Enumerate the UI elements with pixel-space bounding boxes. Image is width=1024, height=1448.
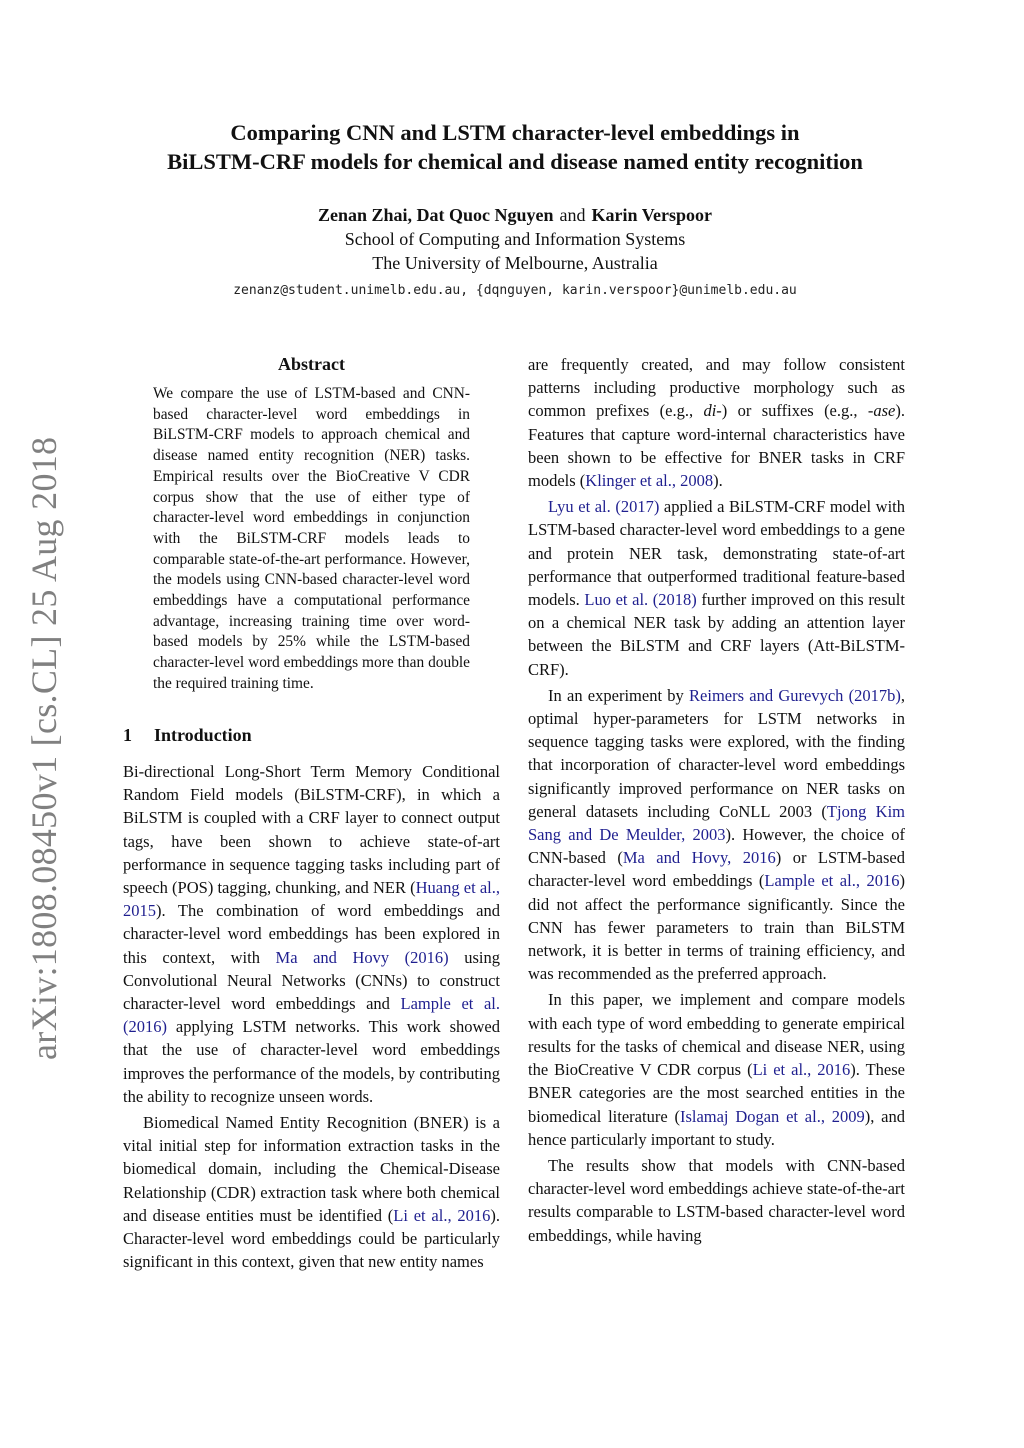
department: School of Computing and Information Systems [344, 229, 686, 249]
intro-paragraph-2 [123, 1111, 500, 1273]
citation-link[interactable]: Li et al., 2016 [752, 1060, 851, 1080]
citation-link[interactable]: Tjong Kim Sang and De Meulder, 2003 [528, 801, 905, 845]
intro-paragraph-4 [528, 684, 905, 986]
text-run: ). These BNER categories are the most searched entities in the biomedical literature ( [528, 1060, 905, 1126]
section-number: 1 [123, 725, 132, 745]
author-names [100, 203, 930, 227]
text-run: ) or suffixes (e.g., [721, 401, 868, 421]
university: The University of Melbourne, Australia [372, 253, 658, 273]
author-names-first: Zenan Zhai, Dat Quoc Nguyen [317, 205, 554, 225]
title-line-1: Comparing CNN and LSTM character-level embeddings in [230, 120, 800, 145]
text-run: In an experiment by [548, 685, 690, 705]
citation-link[interactable]: Ma and Hovy, 2016 [622, 848, 776, 868]
citation-link[interactable]: Luo et al. (2018) [584, 590, 697, 610]
text-run: Bi-directional Long-Short Term Memory Conditional Random Field models (BiLSTM-CRF), in which a BiLSTM is coupled with a CRF layer to connect output tags, have been shown to achieve state-of-art performance in sequence tagging tasks including part of speech (POS) tagging, chunking, and NER ( [123, 762, 500, 898]
right-column-body [528, 353, 905, 1250]
text-run: ). Features that capture word-internal characteristics have been shown to be effective for BNER tasks in CRF models ( [528, 401, 906, 491]
citation-link[interactable]: Reimers and Gurevych (2017b) [689, 685, 901, 705]
text-run: using Convolutional Neural Networks (CNNs) to construct character-level word embeddings and [123, 947, 500, 1014]
text-run: further improved on this result on a chemical NER task by adding an attention layer between the BiLSTM and CRF layers (Att-BiLSTM-CRF). [528, 590, 905, 679]
intro-paragraph-3 [528, 495, 905, 681]
text-run: Biomedical Named Entity Recognition (BNER) is a vital initial step for information extraction tasks in the biomedical domain, including the Chemical-Disease Relationship (CDR) extraction task where both chemical and disease entities must be identified ( [123, 1113, 500, 1225]
left-column-body [123, 760, 500, 1276]
text-run: ) or LSTM-based character-level word embeddings ( [528, 848, 905, 891]
citation-link[interactable]: Ma and Hovy (2016) [275, 947, 449, 967]
author-conjunction: and [559, 205, 586, 225]
citation-link[interactable]: Lyu et al. (2017) [548, 497, 660, 517]
intro-paragraph-6 [528, 1154, 905, 1247]
citation-link[interactable]: Klinger et al., 2008 [585, 471, 714, 491]
example-prefix: di- [703, 401, 722, 421]
citation-link[interactable]: Lample et al., 2016 [764, 871, 900, 891]
abstract-text: We compare the use of LSTM-based and CNN-based character-level word embeddings in BiLSTM-CRF models to approach chemical and disease named entity recognition (NER) tasks. Empirical results over the BioCreative V CDR corpus show that the use of either type of character-level word embeddings in conjunction with the BiLSTM-CRF models leads to comparable state-of-the-art performance. However, the models using CNN-based character-level word embeddings have a computational performance advantage, increasing training time over word-based models by 25% while the LSTM-based character-level word embeddings more than double the required training time. [153, 385, 470, 692]
text-run: The results show that models with CNN-based character-level word embeddings achieve state-of-the-art results comparable to LSTM-based character-level word embeddings, while having [528, 1155, 905, 1245]
citation-link[interactable]: Islamaj Dogan et al., 2009 [679, 1106, 865, 1126]
section-title: Introduction [154, 725, 252, 745]
abstract-heading: Abstract [278, 354, 345, 374]
section-heading [123, 723, 252, 747]
author-emails: zenanz@student.unimelb.edu.au, {dqnguyen, karin.verspoor}@unimelb.edu.au [233, 283, 797, 298]
citation-link[interactable]: Lample et al. (2016) [123, 994, 500, 1037]
intro-paragraph-1 [123, 760, 500, 1108]
text-run: , optimal hyper-parameters for LSTM networks in sequence tagging tasks were explored, with the finding that incorporation of character-level word embeddings significantly improved performance on NER tasks on general datasets including CoNLL 2003 ( [528, 685, 905, 821]
text-run: ). The combination of word embeddings and character-level word embeddings has been explored in this context, with [123, 901, 500, 967]
arxiv-identifier: arXiv:1808.08450v1 [cs.CL] 25 Aug 2018 [24, 436, 64, 1060]
citation-link[interactable]: Li et al., 2016 [393, 1205, 491, 1225]
paper-title [100, 118, 930, 176]
citation-link[interactable]: Huang et al., 2015 [123, 878, 500, 921]
text-run: ). [713, 471, 723, 491]
text-run: ) did not affect the performance significantly. Since the CNN has fewer parameters to train than BiLSTM network, it is better in terms of training efficiency, and was recommended as the preferred approach. [528, 871, 905, 984]
intro-paragraph-2-cont [528, 353, 905, 492]
text-run: ). Character-level word embeddings could be particularly significant in this context, given that new entity names [123, 1205, 500, 1272]
text-run: applying LSTM networks. This work showed that the use of character-level word embeddings improves the performance of the models, by contributing the ability to recognize unseen words. [123, 1017, 500, 1106]
text-run: ). However, the choice of CNN-based ( [528, 825, 905, 868]
text-run: are frequently created, and may follow consistent patterns including productive morphology such as common prefixes (e.g., [528, 355, 905, 421]
text-run: applied a BiLSTM-CRF model with LSTM-based character-level word embeddings to a gene and protein NER task, demonstrating state-of-art performance that outperformed traditional feature-based models. [528, 497, 905, 610]
title-line-2: BiLSTM-CRF models for chemical and disease named entity recognition [167, 149, 863, 174]
text-run: ), and hence particularly important to study. [528, 1106, 906, 1149]
author-block [100, 203, 930, 275]
author-names-last: Karin Verspoor [591, 205, 713, 225]
intro-paragraph-5 [528, 988, 905, 1150]
example-suffix: -ase [867, 401, 896, 421]
text-run: In this paper, we implement and compare models with each type of word embedding to generate empirical results for the tasks of chemical and disease NER, using the BioCreative V CDR corpus ( [528, 990, 905, 1080]
